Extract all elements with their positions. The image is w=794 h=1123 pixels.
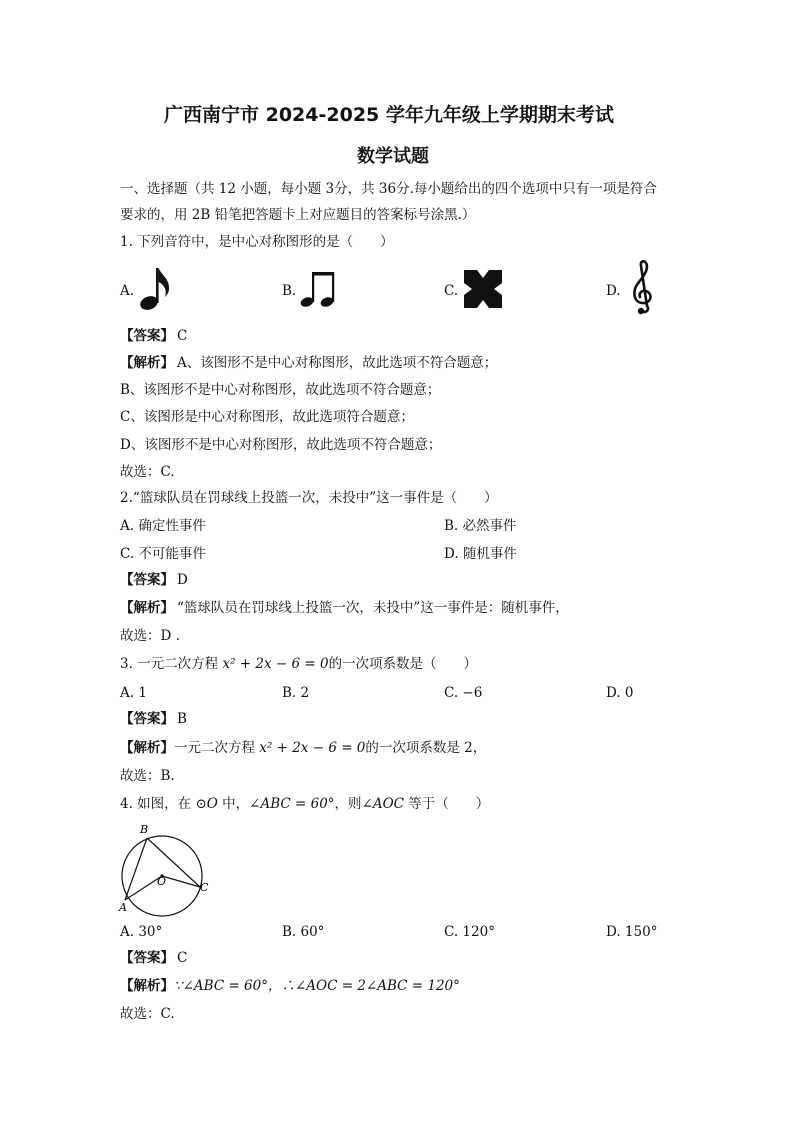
q2-answer-value: D — [177, 572, 188, 588]
q3-analysis-label: 【解析】 — [120, 740, 174, 756]
q1-analysis-line1: A、该图形不是中心对称图形，故此选项不符合题意； — [177, 355, 498, 371]
q4-answer-value: C — [177, 950, 188, 966]
label-c: C — [200, 881, 209, 894]
q4-circle-name: ⊙O — [195, 796, 218, 812]
q2-option-a: A. 确定性事件 — [120, 518, 206, 534]
q3-equation: x² + 2x − 6 = 0 — [222, 656, 329, 672]
q4-answer-label: 【答案】 — [120, 950, 174, 966]
q4-conclusion: 故选：C. — [120, 1006, 175, 1022]
page-subtitle: 数学试题 — [357, 146, 429, 167]
q3-option-d: D. 0 — [606, 685, 634, 701]
q3-conclusion: 故选：B. — [120, 768, 175, 784]
q1-analysis-line4: D、该图形不是中心对称图形，故此选项不符合题意； — [120, 437, 442, 453]
q4-option-a: A. 30° — [120, 924, 163, 940]
q2-option-c: C. 不可能事件 — [120, 546, 206, 562]
label-o: O — [157, 875, 167, 888]
q2-analysis-label: 【解析】 — [120, 600, 174, 616]
q2-conclusion: 故选：D . — [120, 628, 180, 644]
q3-stem-post: 的一次项系数是（ ） — [328, 656, 478, 672]
q4-option-c: C. 120° — [444, 924, 495, 940]
q1-option-b-label: B. — [282, 283, 297, 299]
q3-analysis-pre: 一元二次方程 — [174, 740, 260, 756]
beamed-notes-icon — [298, 270, 338, 310]
q3-answer-label: 【答案】 — [120, 711, 174, 727]
q2-option-b: B. 必然事件 — [444, 518, 517, 534]
page-title: 广西南宁市 2024-2025 学年九年级上学期期末考试 — [164, 104, 614, 126]
q4-analysis — [120, 977, 460, 995]
centrosymmetric-cross-icon — [464, 270, 502, 308]
q4-stem — [120, 795, 489, 813]
q2-analysis-line1: “篮球队员在罚球线上投篮一次，未投中”这一事件是：随机事件， — [177, 600, 569, 616]
q1-analysis-line2: B、该图形不是中心对称图形，故此选项不符合题意； — [120, 382, 441, 398]
q3-stem — [120, 655, 477, 673]
circle-geometry-figure — [114, 820, 214, 912]
q3-analysis-post: 的一次项系数是 2， — [365, 740, 487, 756]
label-b: B — [140, 823, 149, 836]
q3-option-c: C. −6 — [444, 685, 483, 701]
q3-analysis — [120, 739, 486, 757]
q4-option-b: B. 60° — [282, 924, 325, 940]
segment-ba — [125, 838, 147, 900]
q1-analysis-line3: C、该图形是中心对称图形，故此选项符合题意； — [120, 409, 414, 425]
q3-option-a: A. 1 — [120, 685, 147, 701]
q1-conclusion: 故选：C. — [120, 464, 175, 480]
q4-stem-post: 等于（ ） — [404, 796, 490, 812]
q1-answer-value: C — [177, 328, 188, 344]
q1-option-c-label: C. — [444, 283, 459, 299]
q1-answer-label: 【答案】 — [120, 328, 174, 344]
q3-option-b: B. 2 — [282, 685, 310, 701]
q2-stem: 2.“篮球队员在罚球线上投篮一次，未投中”这一事件是（ ） — [120, 490, 498, 506]
eighth-note-icon — [136, 266, 176, 312]
section-heading-line1: 一、选择题（共 12 小题，每小题 3分，共 36分.每小题给出的四个选项中只有一项是符合 — [120, 181, 657, 197]
q4-analysis-label: 【解析】 — [120, 978, 174, 994]
q4-stem-mid2: ，则 — [334, 796, 362, 812]
q4-option-d: D. 150° — [606, 924, 658, 940]
q4-stem-pre: 4. 如图，在 — [120, 796, 196, 812]
q4-analysis-text: ∵∠ABC = 60°，∴∠AOC = 2∠ABC = 120° — [174, 978, 460, 994]
q1-stem: 1. 下列音符中，是中心对称图形的是（ ） — [120, 234, 394, 250]
treble-clef-icon — [628, 260, 658, 320]
q1-option-d-label: D. — [606, 283, 621, 299]
section-heading-line2: 要求的，用 2B 铅笔把答题卡上对应题目的答案标号涂黑.） — [120, 207, 476, 223]
q3-answer-value: B — [177, 711, 187, 727]
q4-stem-mid: 中， — [217, 796, 250, 812]
q3-analysis-equation: x² + 2x − 6 = 0 — [259, 740, 366, 756]
q2-option-d: D. 随机事件 — [444, 546, 517, 562]
q4-target: ∠AOC — [361, 796, 405, 812]
q1-analysis-label: 【解析】 — [120, 355, 174, 371]
q2-answer-label: 【答案】 — [120, 572, 174, 588]
label-a: A — [119, 901, 127, 914]
q1-option-a-label: A. — [120, 283, 135, 299]
q3-stem-pre: 3. 一元二次方程 — [120, 656, 223, 672]
q4-given: ∠ABC = 60° — [249, 796, 335, 812]
